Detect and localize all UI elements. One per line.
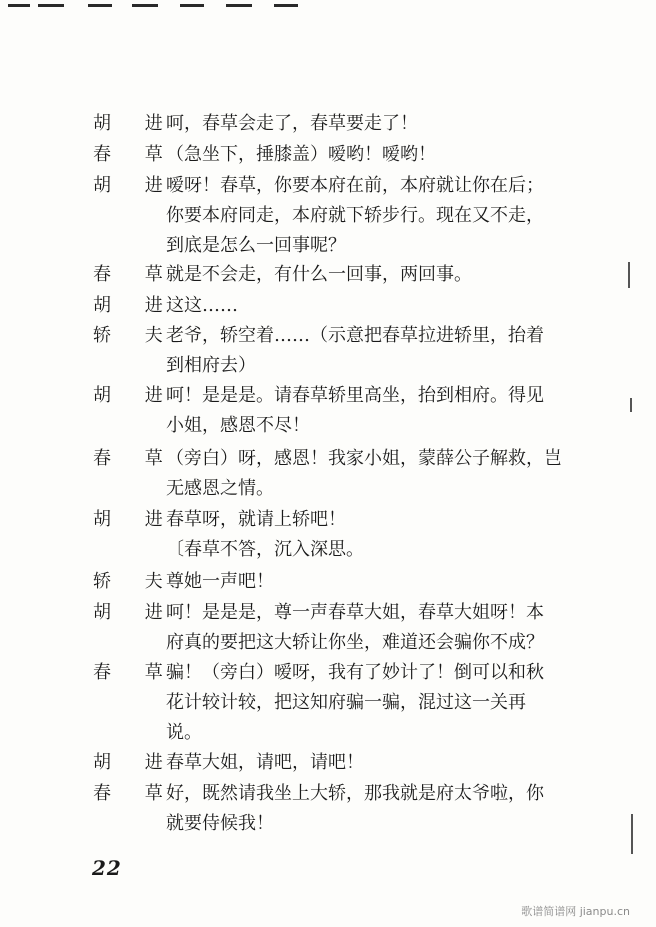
speaker-name: 春 草 — [93, 662, 177, 683]
dialogue-line: 就要侍候我！ — [166, 813, 274, 834]
dialogue-line: 骗！（旁白）嗳呀，我有了妙计了！倒可以和秋 — [166, 662, 544, 683]
dialogue-line: 说。 — [166, 722, 202, 743]
dialogue-line: 尊她一声吧！ — [166, 571, 274, 592]
speaker-name: 胡 进 — [93, 752, 177, 773]
speaker-name: 轿 夫 — [93, 325, 177, 346]
dialogue-line: 老爷，轿空着……（示意把春草拉进轿里，抬着 — [166, 325, 544, 346]
page-number: 22 — [92, 856, 122, 880]
dialogue-line: 春草呀，就请上轿吧！ — [166, 509, 346, 530]
speaker-name: 胡 进 — [93, 602, 177, 623]
speaker-name: 胡 进 — [93, 113, 177, 134]
scan-artifact-line — [628, 262, 630, 288]
speaker-name: 春 草 — [93, 264, 177, 285]
dialogue-line: 这这…… — [166, 295, 238, 316]
dialogue-line: （旁白）呀，感恩！我家小姐，蒙薛公子解救，岂 — [166, 448, 562, 469]
speaker-name: 胡 进 — [93, 295, 177, 316]
speaker-name: 春 草 — [93, 783, 177, 804]
speaker-name: 胡 进 — [93, 509, 177, 530]
dialogue-line: 呵！是是是，尊一声春草大姐，春草大姐呀！本 — [166, 602, 544, 623]
dialogue-line: 小姐，感恩不尽！ — [166, 415, 310, 436]
dialogue-line: 呵，春草会走了，春草要走了！ — [166, 113, 418, 134]
speaker-name: 春 草 — [93, 144, 177, 165]
dialogue-line: 你要本府同走，本府就下轿步行。现在又不走， — [166, 205, 544, 226]
site-watermark: 歌谱简谱网 jianpu.cn — [521, 905, 630, 918]
dialogue-line: 府真的要把这大轿让你坐，难道还会骗你不成？ — [166, 632, 544, 653]
dialogue-line: 春草大姐，请吧，请吧！ — [166, 752, 364, 773]
dialogue-line: 无感恩之情。 — [166, 478, 274, 499]
dialogue-line: 好，既然请我坐上大轿，那我就是府太爷啦，你 — [166, 783, 544, 804]
dialogue-line: 就是不会走，有什么一回事，两回事。 — [166, 264, 472, 285]
scan-artifact-line — [631, 814, 633, 854]
speaker-name: 胡 进 — [93, 385, 177, 406]
dialogue-line: 到相府去） — [166, 355, 256, 376]
speaker-name: 胡 进 — [93, 175, 177, 196]
dialogue-line: 花计较计较，把这知府骗一骗，混过这一关再 — [166, 692, 526, 713]
speaker-name: 轿 夫 — [93, 571, 177, 592]
dialogue-line: 嗳呀！春草，你要本府在前，本府就让你在后； — [166, 175, 544, 196]
speaker-name: 春 草 — [93, 448, 177, 469]
dialogue-line: 到底是怎么一回事呢？ — [166, 235, 346, 256]
scan-artifact-line — [630, 398, 632, 412]
top-border-dashes — [0, 0, 330, 12]
dialogue-line: 呵！是是是。请春草轿里高坐，抬到相府。得见 — [166, 385, 544, 406]
stage-direction: 〔春草不答，沉入深思。 — [166, 539, 364, 560]
dialogue-line: （急坐下，捶膝盖）嗳哟！嗳哟！ — [166, 144, 436, 165]
